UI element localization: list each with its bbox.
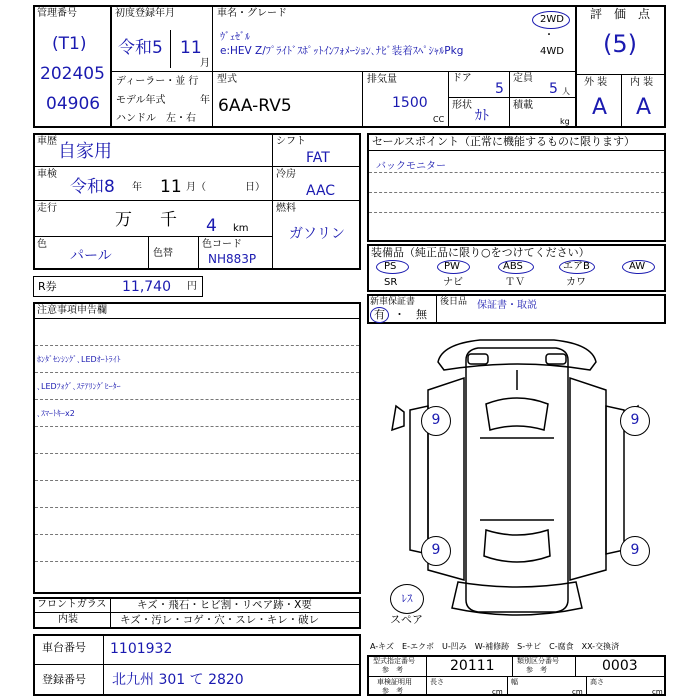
divider — [448, 71, 449, 128]
model-year-unit: 年 — [200, 95, 210, 106]
door-label: ドア — [452, 73, 472, 84]
takasa-unit: cm — [652, 688, 663, 696]
eq-leather: カワ — [566, 277, 586, 288]
car-diagram — [368, 330, 666, 622]
divider — [35, 534, 359, 535]
shoshiki-label: 初度登録年月 — [115, 8, 175, 19]
nagasa-label: 長さ — [430, 678, 444, 686]
shaken-month-unit: 月（ — [186, 182, 206, 193]
divider — [110, 5, 112, 128]
divider — [586, 676, 587, 696]
divider — [512, 655, 513, 676]
shareki: 自家用 — [58, 141, 112, 162]
shaken-month: 11 — [160, 177, 182, 197]
ruibetsu-sub: 参 考 — [526, 666, 547, 674]
eq-tv: ＴＶ — [505, 277, 525, 288]
equipment-label: 装備品（純正品に限り○をつけてください） — [371, 246, 590, 259]
shift: FAT — [306, 150, 330, 166]
warranty-sep: ・ — [394, 308, 405, 321]
katashiki-label: 型式 — [217, 74, 237, 85]
shaken-era: 令和8 — [70, 177, 115, 197]
eq-navi: ナビ — [443, 277, 463, 288]
divider — [33, 664, 361, 665]
sekisai-label: 積載 — [513, 100, 533, 111]
spare-label: スペア — [390, 613, 423, 626]
divider — [507, 676, 508, 696]
divider — [369, 212, 664, 213]
sales-item: バックモニター — [376, 161, 446, 172]
ruibetsu-label: 類別区分番号 — [517, 657, 559, 665]
warranty-yes: 有 — [374, 308, 385, 321]
divider — [35, 561, 359, 562]
eq-pw: PW — [444, 261, 460, 272]
shareki-label: 車歴 — [37, 136, 57, 147]
handle-label: ハンドル 左・右 — [116, 113, 196, 124]
grade: e:HEV Z/ﾌﾟﾗｲﾄﾞｽﾎﾟｯﾄｲﾝﾌｫﾒｰｼｮﾝ､ﾅﾋﾞ装着ｽﾍﾟｼｬﾙPkg — [220, 45, 464, 57]
hyoka-label: 評 価 点 — [590, 7, 651, 21]
teiin: 5 — [549, 81, 558, 97]
note-line: ､ｽﾏｰﾄｷｰx2 — [37, 409, 75, 418]
divider — [33, 612, 361, 613]
door: 5 — [495, 81, 504, 97]
tire-rear-left: 9 — [421, 536, 451, 566]
naiso-opts: キズ・汚レ・コゲ・穴・スレ・キレ・破レ — [120, 614, 320, 626]
color-code-label: 色コード — [202, 239, 242, 250]
divider — [35, 426, 359, 427]
eq-abs: ABS — [503, 261, 523, 272]
naiso-label: 内 装 — [630, 77, 654, 88]
divider — [272, 200, 361, 201]
note-line: ､LEDﾌｫｸﾞ､ｽﾃｱﾘﾝｸﾞﾋｰﾀｰ — [37, 382, 121, 391]
note-line: ﾎﾝﾀﾞｾﾝｼﾝｸﾞ､LEDｵｰﾄﾗｲﾄ — [37, 355, 121, 364]
tire-front-left: 9 — [421, 406, 451, 436]
divider — [33, 200, 272, 201]
divider — [367, 676, 666, 677]
eq-airbag: エアB — [563, 261, 590, 272]
dealer-label: ディーラー・並 行 — [116, 76, 199, 87]
shift-label: シフト — [276, 136, 306, 147]
teiin-label: 定員 — [513, 73, 533, 84]
warranty-no: 無 — [416, 308, 427, 321]
iro: パール — [70, 248, 112, 264]
eq-ps: PS — [384, 261, 397, 272]
damage-legend: A-キズ E-エクボ U-凹み W-補修跡 S-サビ C-腐食 XX-交換済 — [370, 642, 620, 651]
teiin-unit: 人 — [562, 87, 570, 96]
nichigo-label: 後日品 — [440, 297, 468, 307]
name-label: 車名・グレード — [217, 8, 287, 19]
chassis-label: 車台番号 — [42, 641, 86, 654]
haba-label: 幅 — [511, 678, 518, 686]
katashiki-shitei: 20111 — [450, 658, 495, 674]
shoshiki-era: 令和5 — [118, 38, 163, 58]
notes-label: 注意事項申告欄 — [37, 305, 107, 316]
reg-label: 登録番号 — [42, 673, 86, 686]
shomei-label: 車検証明用 — [377, 678, 412, 686]
divider — [426, 655, 427, 696]
rken-unit: 円 — [187, 281, 197, 292]
rken-label: R券 — [38, 280, 57, 293]
name-kana: ｳﾞｪｾﾞﾙ — [220, 32, 250, 43]
front-glass-opts: キズ・飛石・ヒビ割・リペア跡・X要 — [137, 599, 312, 611]
katashiki: 6AA-RV5 — [218, 96, 292, 116]
kanri-t: (T1) — [52, 34, 87, 54]
divider — [621, 74, 622, 128]
takasa-label: 高さ — [590, 678, 604, 686]
divider — [369, 192, 664, 193]
rken: 11,740 — [122, 279, 171, 295]
soko-km: 4 — [206, 216, 217, 236]
tire-rear-right: 9 — [620, 536, 650, 566]
drive-2wd: 2WD — [540, 14, 564, 25]
divider — [198, 236, 199, 270]
divider — [448, 97, 575, 98]
divider — [148, 236, 149, 270]
soko-sen: 千 — [160, 210, 177, 230]
haba-unit: cm — [572, 688, 583, 696]
drive-dot: ・ — [544, 30, 554, 41]
katashiki-shitei-sub: 参 考 — [382, 666, 403, 674]
naiso: A — [636, 95, 652, 120]
sales-label: セールスポイント（正常に機能するものに限ります） — [372, 135, 636, 148]
irogae-label: 色替 — [153, 248, 173, 259]
sekisai-unit: kg — [560, 117, 570, 126]
shaken-year-unit: 年 — [132, 182, 142, 193]
divider — [110, 597, 111, 629]
kanri-label: 管理番号 — [37, 8, 77, 19]
divider — [35, 399, 359, 400]
rken-box — [33, 276, 203, 297]
soko-label: 走行 — [37, 203, 57, 214]
divider — [103, 634, 104, 696]
divider — [35, 507, 359, 508]
nagasa-unit: cm — [492, 688, 503, 696]
tire-front-right: 9 — [620, 406, 650, 436]
warranty-label: 新車保証書 — [370, 297, 416, 307]
divider — [575, 5, 577, 128]
reibo-label: 冷房 — [276, 169, 296, 180]
soko-unit: km — [233, 223, 249, 234]
katashiki-shitei-label: 型式指定番号 — [373, 657, 415, 665]
spare-mark: ﾚｽ — [390, 584, 424, 614]
kanri-num1: 202405 — [40, 64, 105, 84]
divider — [575, 655, 576, 676]
shoshiki-month: 11 — [180, 38, 202, 58]
divider — [272, 133, 273, 270]
reg: 北九州 301 て 2820 — [112, 672, 244, 688]
shaken-label: 車検 — [37, 169, 57, 180]
divider — [35, 372, 359, 373]
chassis: 1101932 — [110, 641, 173, 657]
reibo: AAC — [306, 183, 336, 199]
kanri-num2: 04906 — [46, 94, 101, 114]
divider — [35, 480, 359, 481]
hyoka: (5) — [603, 30, 637, 58]
divider — [33, 236, 272, 237]
eq-sr: SR — [384, 277, 398, 288]
nenryo: ガソリン — [289, 226, 345, 242]
ruibetsu: 0003 — [602, 658, 638, 674]
front-glass-label: フロントガラス — [37, 599, 107, 610]
gaiso-label: 外 装 — [584, 77, 608, 88]
keijo: ｶﾄ — [475, 108, 489, 124]
divider — [362, 71, 363, 128]
gaiso: A — [592, 95, 608, 120]
model-year-label: モデル年式 — [116, 95, 166, 106]
color-code: NH883P — [208, 252, 257, 266]
drive-4wd: 4WD — [540, 46, 564, 57]
nichigo: 保証書・取説 — [477, 300, 537, 311]
top-section — [33, 5, 666, 128]
naiso-bottom-label: 内装 — [58, 614, 78, 625]
divider — [436, 294, 437, 324]
eq-aw: AW — [629, 261, 646, 272]
shaken-day-unit: 日） — [245, 182, 265, 193]
divider — [110, 71, 575, 72]
divider — [35, 345, 359, 346]
shoshiki-month-unit: 月 — [200, 58, 210, 69]
divider — [170, 30, 171, 68]
divider — [509, 71, 510, 128]
divider — [35, 453, 359, 454]
haikiryo: 1500 — [392, 95, 428, 111]
divider — [369, 172, 664, 173]
nenryo-label: 燃料 — [276, 203, 296, 214]
keijo-label: 形状 — [452, 100, 472, 111]
divider — [33, 166, 272, 167]
haikiryo-unit: CC — [433, 115, 445, 124]
haikiryo-label: 排気量 — [367, 74, 397, 85]
divider — [272, 166, 361, 167]
divider — [33, 318, 361, 319]
iro-label: 色 — [37, 239, 47, 250]
divider — [212, 5, 213, 128]
divider — [367, 150, 666, 151]
shomei-sub: 参 考 — [382, 687, 403, 695]
soko-man: 万 — [115, 210, 132, 230]
